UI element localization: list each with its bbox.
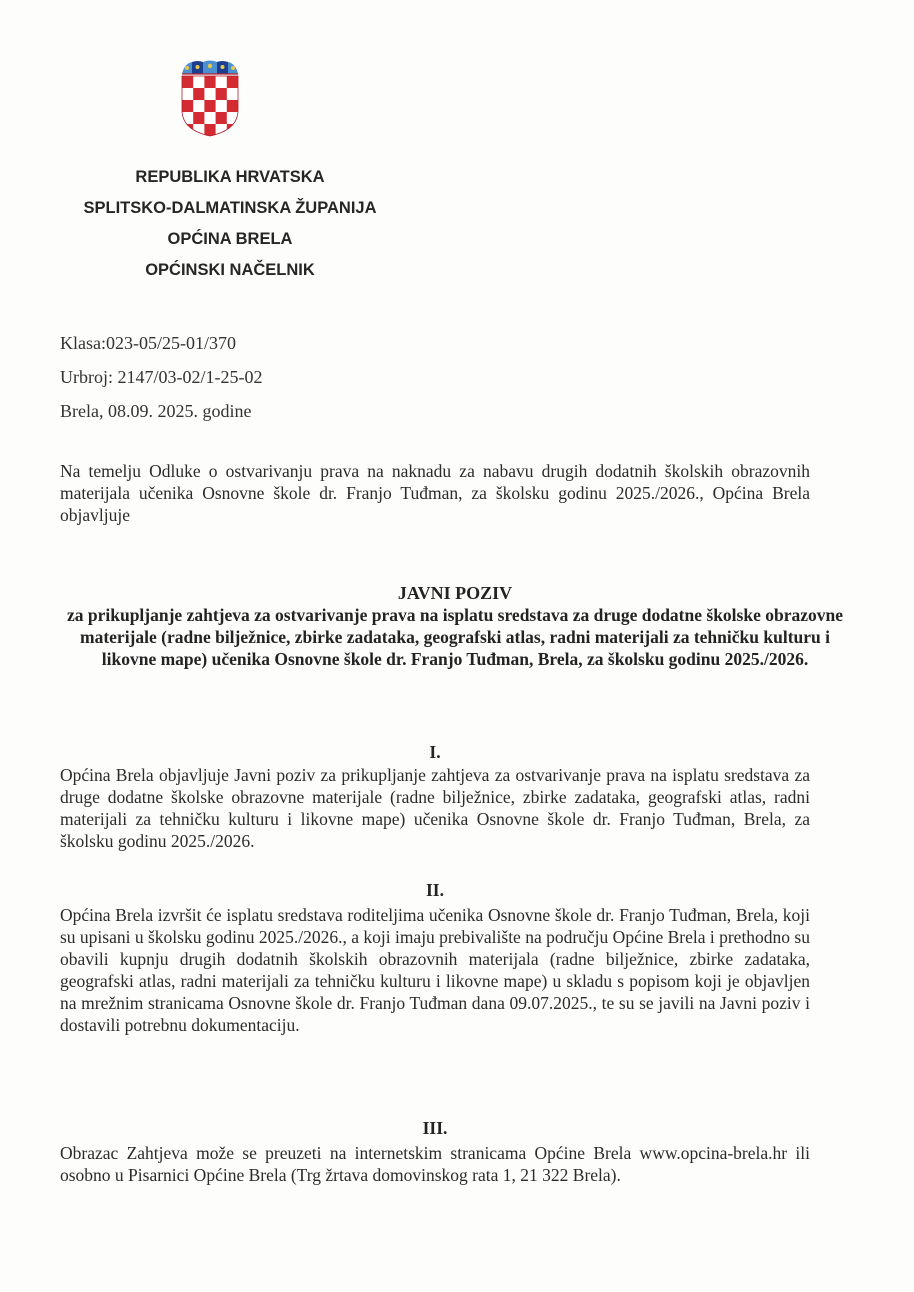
letterhead-line-republic: REPUBLIKA HRVATSKA — [135, 168, 325, 186]
urbroj-line: Urbroj: 2147/03-02/1-25-02 — [60, 367, 263, 387]
letterhead-line-mayor: OPĆINSKI NAČELNIK — [145, 261, 315, 279]
call-heading — [60, 582, 850, 670]
section-text: Obrazac Zahtjeva može se preuzeti na internetskim stranicama Općine Brela www.opcina-brela.hr ili osobno u Pisarnici Općine Brela (Trg žrtava domovinskog rata 1, 21 322 Brela). — [60, 1143, 810, 1185]
call-subtitle: za prikupljanje zahtjeva za ostvarivanje prava na isplatu sredstava za druge dodatne školske obrazovne materijale (radne bilježnice, zbirke zadataka, geografski atlas, radni materijali za tehničku kulturu i likovne mape) učenika Osnovne škole dr. Franjo Tuđman, Brela, za školsku godinu 2025./2026. — [66, 605, 843, 669]
place-date-line: Brela, 08.09. 2025. godine — [60, 401, 252, 421]
section-number: I. — [429, 742, 441, 762]
klasa-line: Klasa:023-05/25-01/370 — [60, 333, 236, 353]
reference-block — [60, 328, 262, 430]
croatian-coat-of-arms-icon — [178, 58, 242, 138]
section-number: II. — [426, 880, 444, 900]
letterhead — [40, 162, 420, 286]
letterhead-line-municipality: OPĆINA BRELA — [167, 230, 293, 248]
intro-paragraph: Na temelju Odluke o ostvarivanju prava na naknadu za nabavu drugih dodatnih školskih obrazovnih materijala učenika Osnovne škole dr. Franjo Tuđman, za školsku godinu 2025./2026., Općina Brela objavljuje — [60, 461, 810, 525]
section-text: Općina Brela objavljuje Javni poziv za prikupljanje zahtjeva za ostvarivanje prava na isplatu sredstava za druge dodatne školske obrazovne materijale (radne bilježnice, zbirke zadataka, geografski atlas, radni materijali za tehničku kulturu i likovne mape) učenika Osnovne škole dr. Franjo Tuđman, Brela, za školsku godinu 2025./2026. — [60, 765, 810, 851]
letterhead-line-county: SPLITSKO-DALMATINSKA ŽUPANIJA — [83, 199, 377, 217]
call-title: JAVNI POZIV — [397, 583, 513, 603]
section-number: III. — [422, 1118, 448, 1138]
section-text: Općina Brela izvršit će isplatu sredstava roditeljima učenika Osnovne škole dr. Franjo Tuđman, Brela, koji su upisani u školsku godinu 2025./2026., a koji imaju prebivalište na području Općine Brela i prethodno su obavili kupnju drugih dodatnih školskih obrazovnih materijala (radne bilježnice, zbirke zadataka, geografski atlas, radni materijali za tehničku kulturu i likovne mape) u skladu s popisom koji je objavljen na mrežnim stranicama Osnovne škole dr. Franjo Tuđman dana 09.07.2025., te su se javili na Javni poziv i dostavili potrebnu dokumentaciju. — [60, 905, 810, 1035]
